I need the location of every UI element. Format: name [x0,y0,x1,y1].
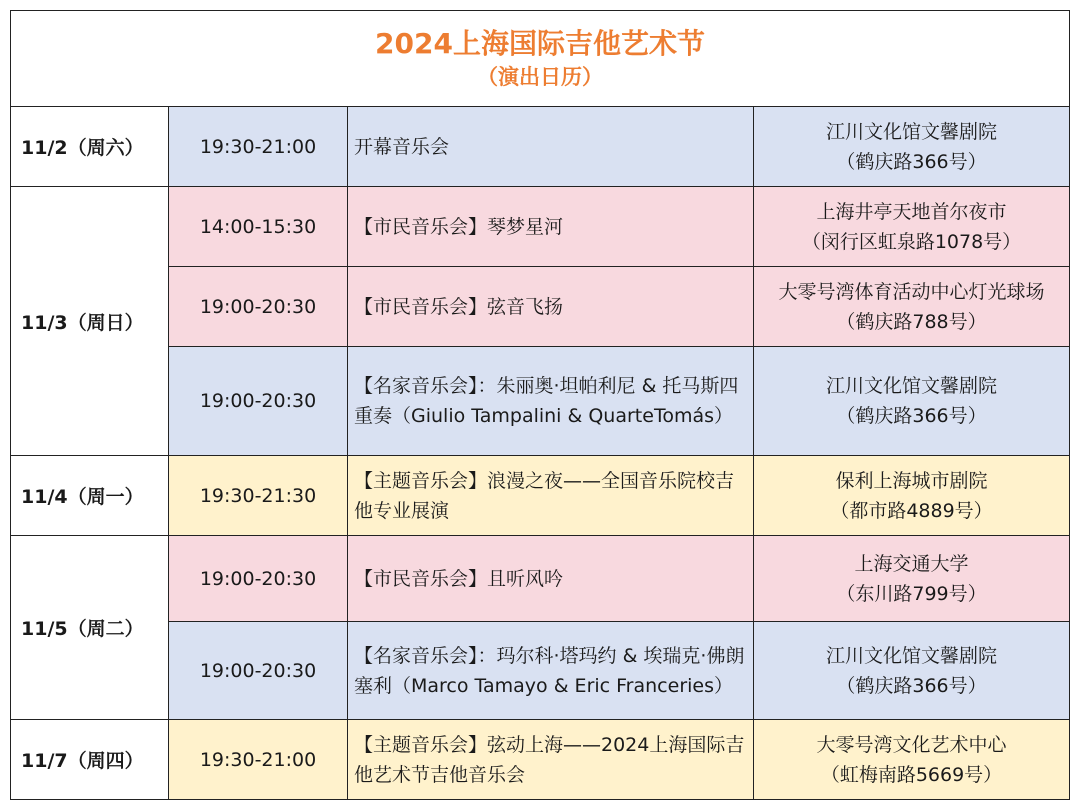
time-cell: 19:30-21:00 [168,719,348,800]
program-cell: 【市民音乐会】且听风吟 [347,535,754,622]
page-title: 2024上海国际吉他艺术节 [375,26,705,60]
venue-name: 江川文化馆文馨剧院 [825,375,997,397]
venue-cell [753,535,1070,622]
title-cell [10,10,1070,107]
venue-name: 大零号湾体育活动中心灯光球场 [778,280,1045,303]
venue-cell [753,719,1070,800]
venue-cell [753,455,1070,536]
schedule-table [10,10,1070,800]
venue-cell [753,346,1070,456]
date-cell: 11/2（周六） [10,106,169,187]
time-cell: 14:00-15:30 [168,186,348,267]
date-cell: 11/7（周四） [10,719,169,800]
time-cell: 19:30-21:30 [168,455,348,536]
venue-cell [753,186,1070,267]
program-cell: 【名家音乐会】：朱丽奥·坦帕利尼 & 托马斯四重奏（Giulio Tampalini & QuarteTomás） [347,346,754,456]
date-cell: 11/3（周日） [10,186,169,456]
venue-address: （虹梅南路5669号） [820,763,1003,786]
time-cell: 19:00-20:30 [168,621,348,720]
venue-address: （都市路4889号） [830,499,993,522]
program-cell: 开幕音乐会 [347,106,754,187]
venue-address: （鹤庆路788号） [836,310,987,333]
program-cell: 【市民音乐会】弦音飞扬 [347,266,754,347]
venue-address: （鹤庆路366号） [836,150,987,173]
time-cell: 19:00-20:30 [168,346,348,456]
venue-address: （鹤庆路366号） [836,674,987,697]
time-cell: 19:00-20:30 [168,535,348,622]
venue-cell [753,106,1070,187]
venue-name: 江川文化馆文馨剧院 [825,644,997,667]
venue-name: 江川文化馆文馨剧院 [825,120,997,143]
time-cell: 19:00-20:30 [168,266,348,347]
venue-cell [753,621,1070,720]
program-cell: 【主题音乐会】浪漫之夜——全国音乐院校吉他专业展演 [347,455,754,536]
program-cell: 【名家音乐会】：玛尔科·塔玛约 & 埃瑞克·佛朗塞利（Marco Tamayo & Eric Franceries） [347,621,754,720]
venue-name: 大零号湾文化艺术中心 [816,733,1007,756]
venue-address: （鹤庆路366号） [836,405,987,427]
venue-address: （闵行区虹泉路1078号） [801,230,1022,253]
program-cell: 【市民音乐会】琴梦星河 [347,186,754,267]
date-cell: 11/4（周一） [10,455,169,536]
venue-address: （东川路799号） [836,582,987,605]
page-subtitle: （演出日历） [477,64,603,89]
venue-name: 保利上海城市剧院 [835,469,988,492]
time-cell: 19:30-21:00 [168,106,348,187]
venue-name: 上海交通大学 [854,552,969,575]
date-cell: 11/5（周二） [10,535,169,720]
venue-name: 上海井亭天地首尔夜市 [816,200,1007,223]
program-cell: 【主题音乐会】弦动上海——2024上海国际吉他艺术节吉他音乐会 [347,719,754,800]
venue-cell [753,266,1070,347]
